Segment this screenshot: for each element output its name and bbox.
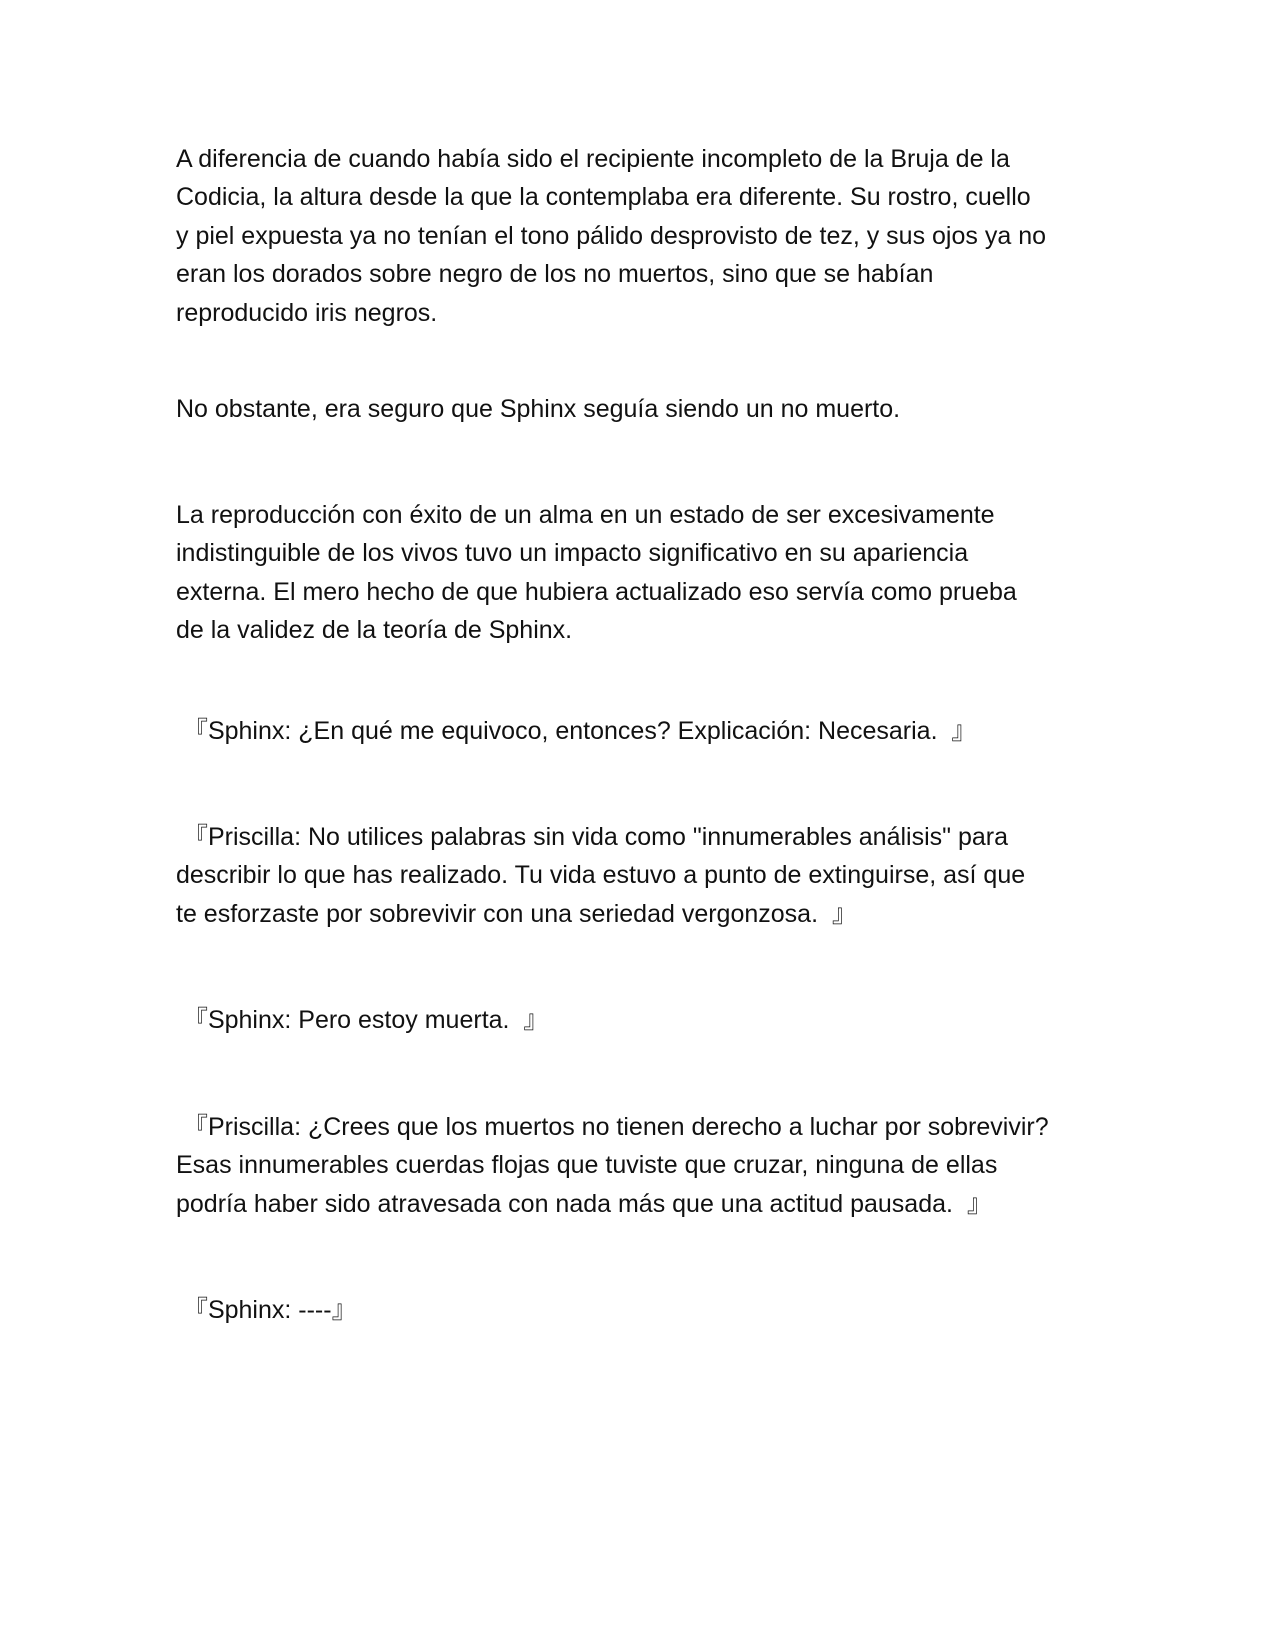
paragraph-narration-2: No obstante, era seguro que Sphinx seguía siendo un no muerto. [176, 395, 901, 423]
paragraph-narration-3: La reproducción con éxito de un alma en un estado de ser excesivamente indistinguible de los vivos tuvo un impacto significativo en su apariencia externa. El mero hecho de que hubiera actualizado eso servía como prueba de la validez de la teoría de Sphinx. [176, 501, 1017, 645]
dialogue-priscilla-2: 『Priscilla: ¿Crees que los muertos no tienen derecho a luchar por sobrevivir? Esas innumerables cuerdas flojas que tuviste que cruzar, ninguna de ellas podría haber sido atravesada con nada más que una actitud pausada. 』 [176, 1113, 1049, 1218]
paragraph-narration-1: A diferencia de cuando había sido el recipiente incompleto de la Bruja de la Codicia, la altura desde la que la contemplaba era diferente. Su rostro, cuello y piel expuesta ya no tenían el tono pálido desprovisto de tez, y sus ojos ya no eran los dorados sobre negro de los no muertos, sino que se habían reproducido iris negros. [176, 145, 1046, 327]
dialogue-sphinx-3: 『Sphinx: ----』 [176, 1296, 357, 1324]
dialogue-priscilla-1: 『Priscilla: No utilices palabras sin vida como "innumerables análisis" para describir lo que has realizado. Tu vida estuvo a punto de extinguirse, así que te esforzaste por sobrevivir con una seriedad vergonzosa. 』 [176, 823, 1026, 928]
dialogue-sphinx-1: 『Sphinx: ¿En qué me equivoco, entonces? Explicación: Necesaria. 』 [176, 717, 977, 745]
dialogue-sphinx-2: 『Sphinx: Pero estoy muerta. 』 [176, 1006, 549, 1034]
